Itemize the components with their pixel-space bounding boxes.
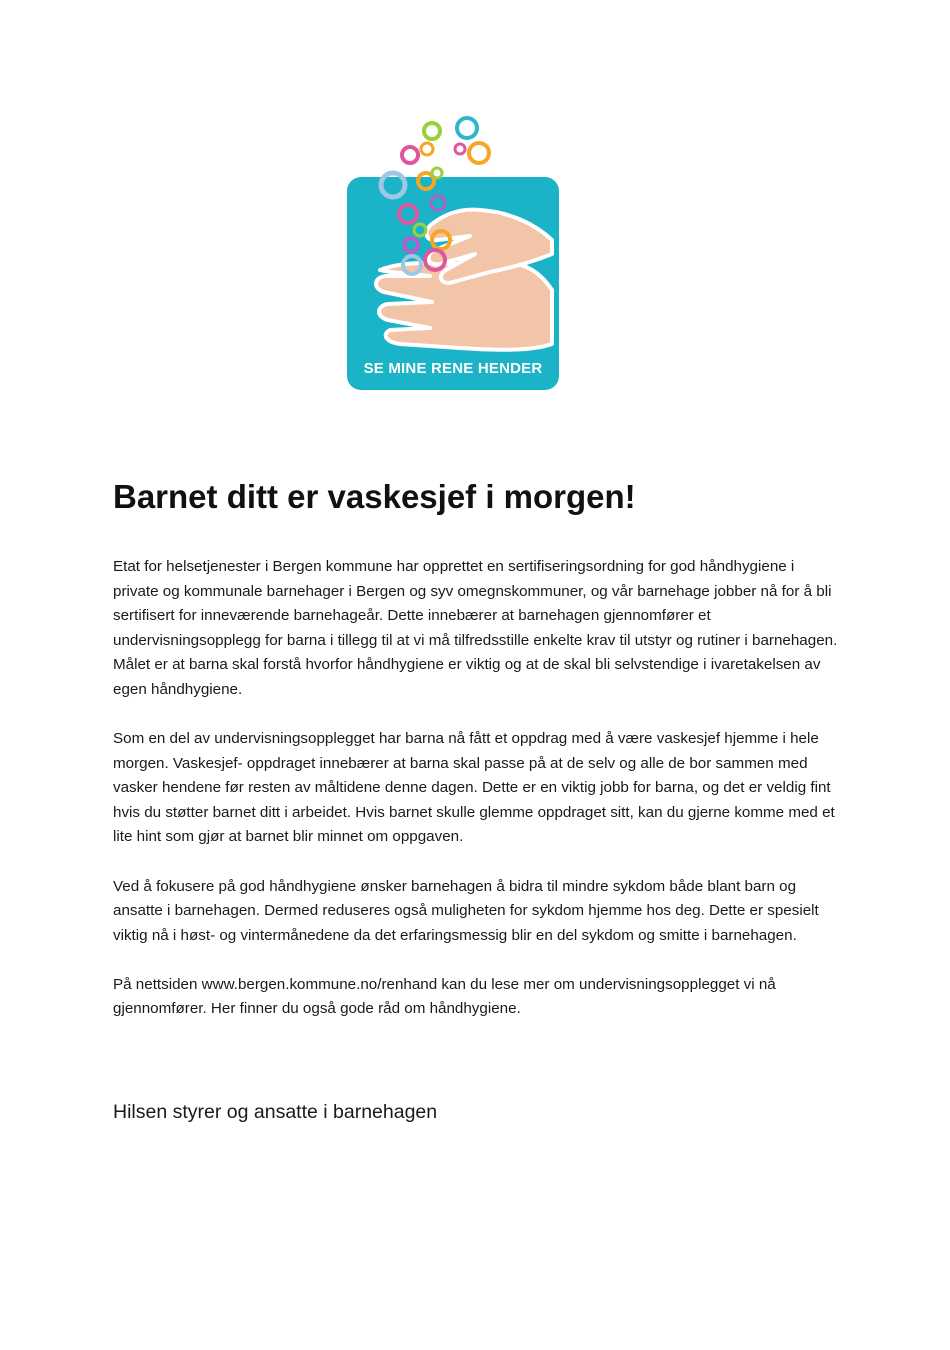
hand-washing-logo: [340, 112, 565, 394]
hand-washing-logo-icon: [340, 112, 565, 394]
logo-caption: SE MINE RENE HENDER: [363, 360, 543, 377]
paragraph: Etat for helsetjenester i Bergen kommune har opprettet en sertifiseringsordning for god håndhygiene i private og kommunale barnehager i Bergen og syv omegnskommuner, og vår barnehage jobber nå for å bli sertifisert for inneværende barnehageår. Dette innebærer at barnehagen gjennomfører et undervisningsopplegg for barna i tillegg til at vi må tilfredsstille enkelte krav til utstyr og rutiner i barnehagen. Målet er at barna skal forstå hvorfor håndhygiene er viktig og at de skal bli selvstendige i ivaretakelsen av egen håndhygiene.: [113, 558, 838, 698]
paragraph: Ved å fokusere på god håndhygiene ønsker barnehagen å bidra til mindre sykdom både blant barn og ansatte i barnehagen. Dermed reduseres også muligheten for sykdom hjemme hos deg. Dette er spesielt viktig nå i høst- og vintermånedene da det erfaringsmessig blir en del sykdom og smitte i barnehagen.: [113, 877, 819, 944]
signoff: Hilsen styrer og ansatte i barnehagen: [113, 1101, 438, 1123]
paragraph: Som en del av undervisningsopplegget har barna nå fått et oppdrag med å være vaskesjef hjemme i hele morgen. Vaskesjef- oppdraget innebærer at barna skal passe på at de selv og alle de bor sammen med vasker hendene før resten av måltidene denne dagen. Dette er en viktig jobb for barna, og det er veldig fint hvis du støtter barnet ditt i arbeidet. Hvis barnet skulle glemme oppdraget sitt, kan du gjerne komme med et lite hint som gjør at barnet blir minnet om oppgaven.: [113, 730, 835, 846]
paragraph: På nettsiden www.bergen.kommune.no/renhand kan du lese mer om undervisningsopplegget vi nå gjennomfører. Her finner du også gode råd om håndhygiene.: [113, 975, 776, 1018]
letter-body: [113, 555, 843, 1047]
page-title: Barnet ditt er vaskesjef i morgen!: [113, 478, 636, 515]
